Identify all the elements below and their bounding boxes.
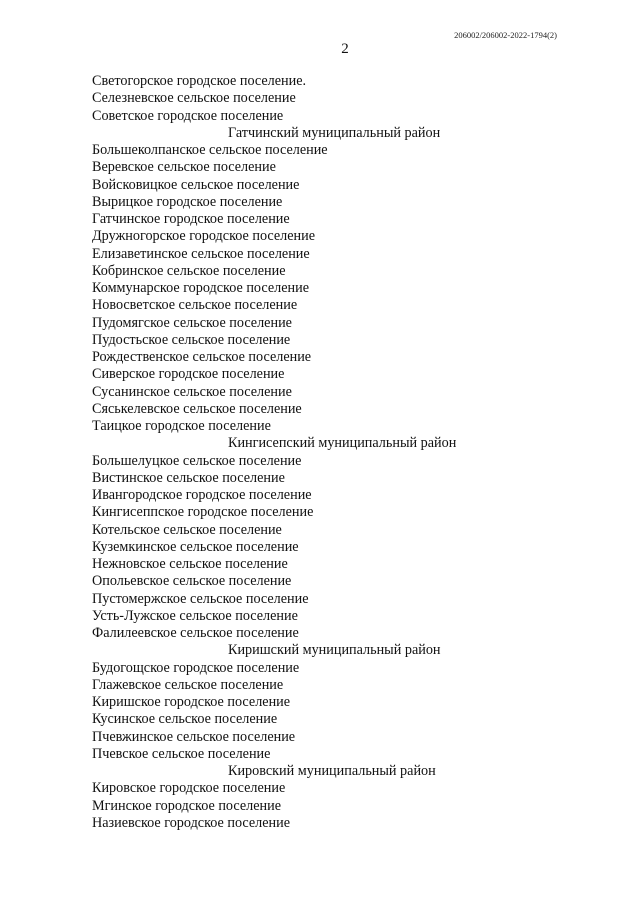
settlement-line: Новосветское сельское поселение [92, 297, 298, 314]
settlement-line: Кусинское сельское поселение [92, 711, 278, 728]
settlement-line: Назиевское городское поселение [92, 814, 291, 831]
district-heading: Киришский муниципальный район [228, 642, 441, 659]
settlement-line: Коммунарское городское поселение [92, 280, 309, 296]
settlement-list [92, 73, 612, 832]
settlement-line: Пудомягское сельское поселение [92, 314, 292, 331]
settlement-line: Опольевское сельское поселение [92, 573, 292, 590]
settlement-line: Веревское сельское поселение [92, 159, 276, 176]
settlement-line: Гатчинское городское поселение [92, 211, 290, 227]
settlement-line: Вистинское сельское поселение [92, 469, 285, 486]
settlement-line: Ивангородское городское поселение [92, 487, 312, 503]
settlement-line: Советское городское поселение [92, 107, 284, 124]
settlement-line: Сяськелевское сельское поселение [92, 400, 302, 417]
settlement-line: Сусанинское сельское поселение [92, 383, 292, 400]
settlement-line: Пудостьское сельское поселение [92, 331, 291, 348]
settlement-line: Кингисеппское городское поселение [92, 504, 314, 521]
settlement-line: Большеколпанское сельское поселение [92, 142, 328, 158]
settlement-line: Киришское городское поселение [92, 694, 291, 710]
settlement-line: Дружногорское городское поселение [92, 228, 316, 245]
settlement-line: Куземкинское сельское поселение [92, 538, 299, 555]
settlement-line: Кировское городское поселение [92, 780, 286, 797]
settlement-line: Светогорское городское поселение. [92, 73, 307, 89]
settlement-line: Глажевское сельское поселение [92, 676, 284, 693]
settlement-line: Кобринское сельское поселение [92, 262, 286, 279]
settlement-line: Селезневское сельское поселение [92, 90, 296, 107]
settlement-line: Пустомержское сельское поселение [92, 590, 309, 607]
settlement-line: Нежновское сельское поселение [92, 556, 288, 572]
page-number: 2 [341, 41, 349, 57]
district-heading: Кировский муниципальный район [228, 763, 436, 779]
settlement-line: Пчевское сельское поселение [92, 745, 271, 762]
settlement-line: Большелуцкое сельское поселение [92, 452, 302, 469]
settlement-line: Котельское сельское поселение [92, 521, 282, 538]
settlement-line: Пчевжинское сельское поселение [92, 728, 296, 745]
settlement-line: Мгинское городское поселение [92, 797, 282, 814]
settlement-line: Рождественское сельское поселение [92, 349, 312, 365]
settlement-line: Елизаветинское сельское поселение [92, 245, 310, 262]
settlement-line: Будогощское городское поселение [92, 659, 300, 676]
settlement-line: Усть-Лужское сельское поселение [92, 607, 298, 624]
settlement-line: Вырицкое городское поселение [92, 193, 283, 210]
settlement-line: Войсковицкое сельское поселение [92, 176, 300, 193]
settlement-line: Фалилеевское сельское поселение [92, 625, 299, 641]
document-id: 206002/206002-2022-1794(2) [454, 30, 557, 40]
settlement-line: Сиверское городское поселение [92, 366, 285, 383]
district-heading: Кингисепский муниципальный район [228, 435, 457, 452]
settlement-line: Таицкое городское поселение [92, 418, 271, 434]
district-heading: Гатчинский муниципальный район [228, 124, 441, 141]
